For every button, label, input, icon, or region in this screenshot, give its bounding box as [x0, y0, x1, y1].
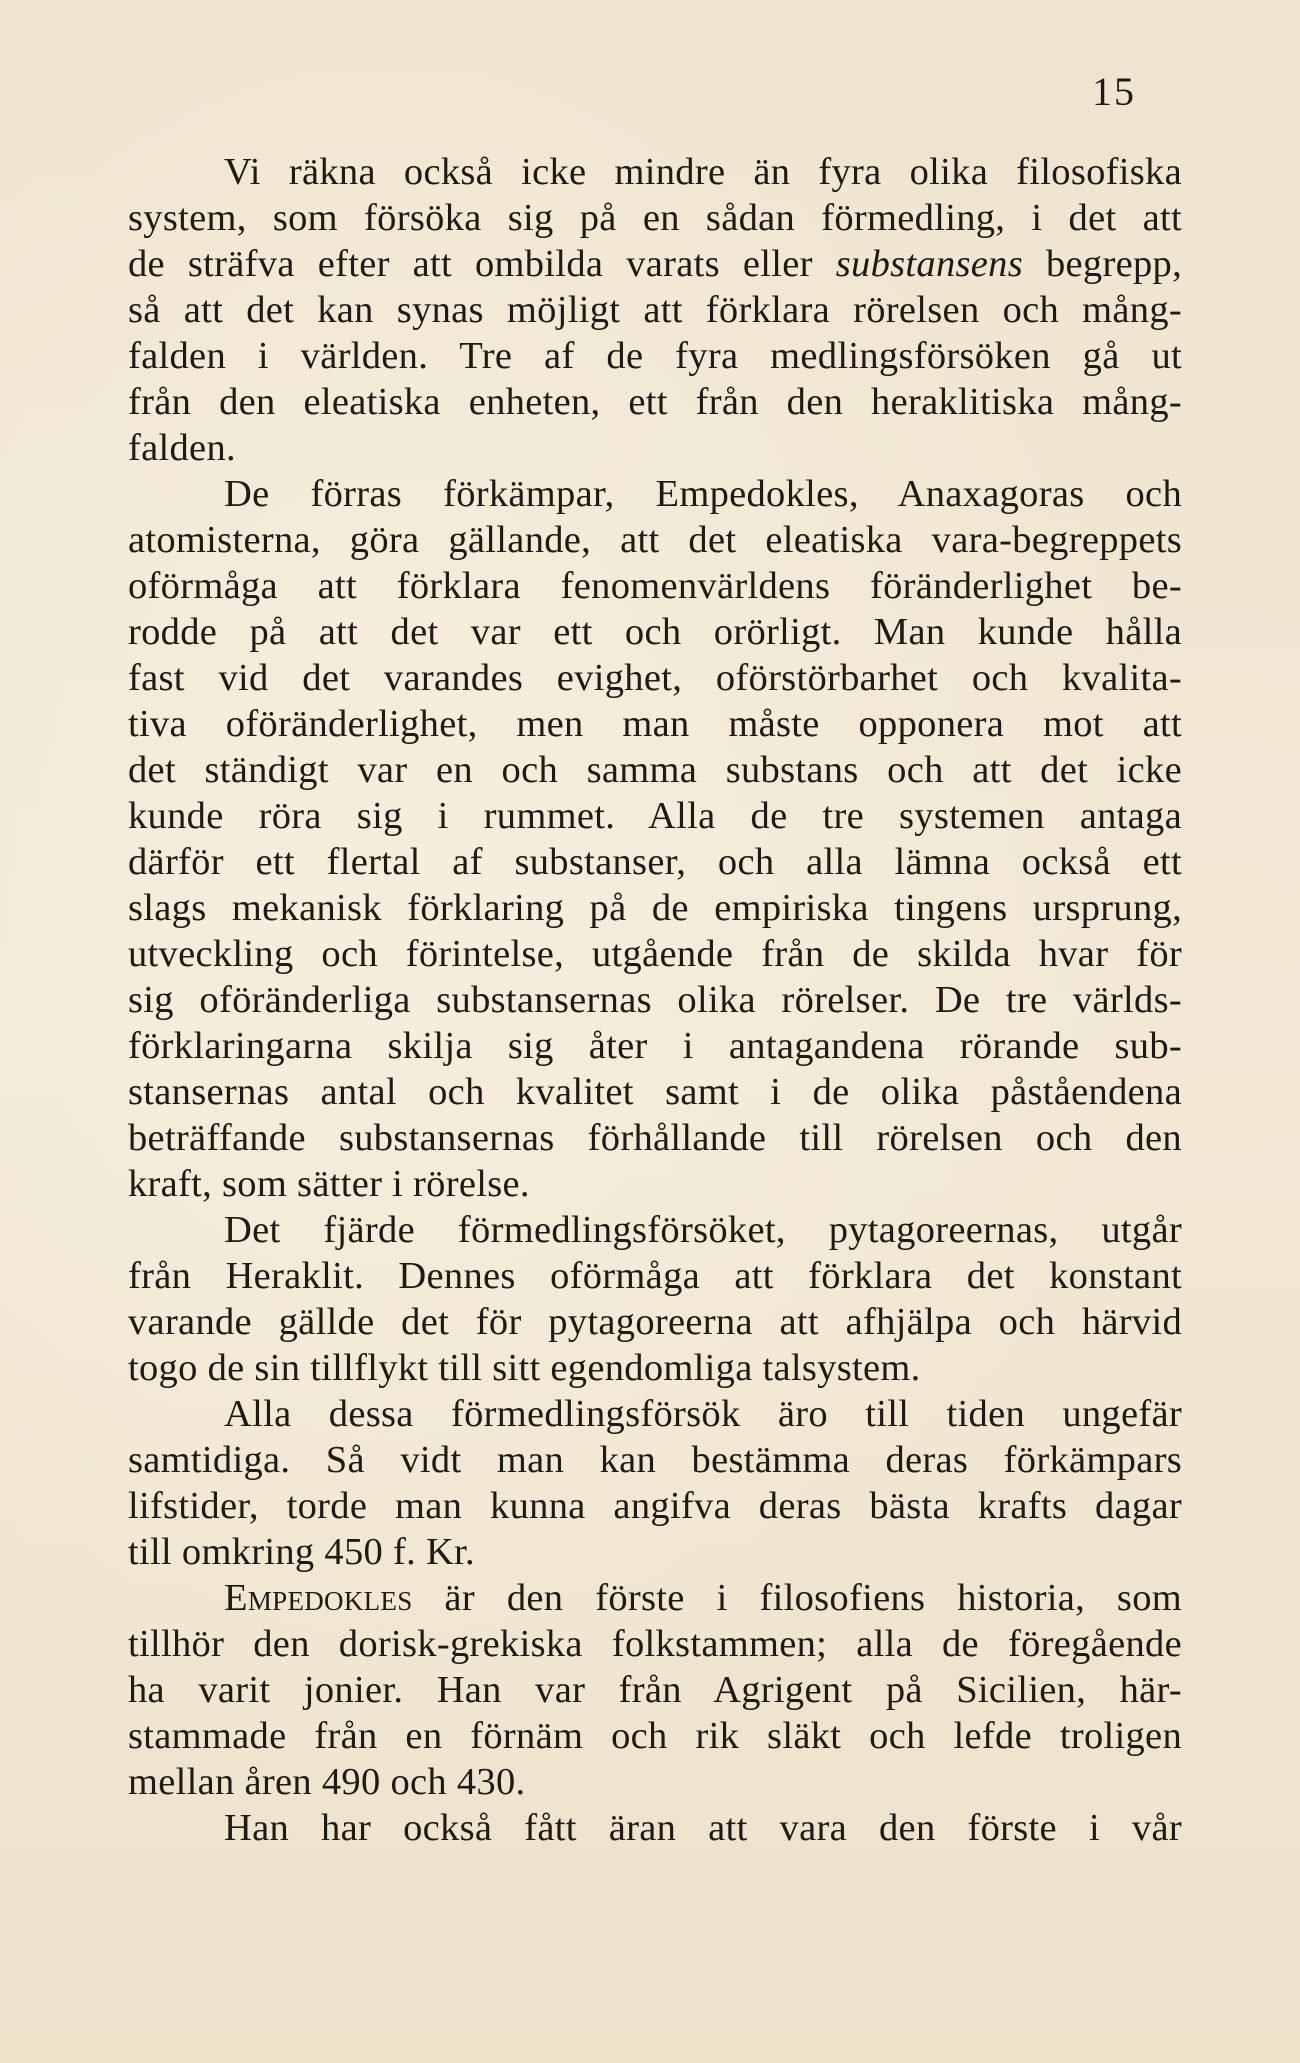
text-line: Alla dessa förmedlingsförsök äro till tiden ungefär — [224, 1393, 1182, 1435]
text-line: beträffande substansernas förhållande till rörelsen och den — [128, 1117, 1182, 1159]
text-line: rodde på att det var ett och orörligt. Man kunde hålla — [128, 611, 1182, 653]
text-line: från Heraklit. Dennes oförmåga att förklara det konstant — [128, 1255, 1182, 1297]
text-line — [128, 1575, 1182, 1621]
text-run: de sträfva efter att ombilda varats eller — [128, 243, 836, 285]
name-smallcaps: Empedokles — [224, 1577, 413, 1619]
text-line: De förras förkämpar, Empedokles, Anaxagoras och — [224, 473, 1182, 515]
text-line: fast vid det varandes evighet, oförstörbarhet och kvalita- — [128, 657, 1182, 699]
text-line: kunde röra sig i rummet. Alla de tre systemen antaga — [128, 795, 1182, 837]
text-line: tiva oföränderlighet, men man måste opponera mot att — [128, 703, 1182, 745]
text-line: ha varit jonier. Han var från Agrigent på Sicilien, här- — [128, 1669, 1182, 1711]
text-run: begrepp, — [1023, 243, 1182, 285]
text-line: mellan åren 490 och 430. — [128, 1761, 526, 1803]
text-line: därför ett flertal af substanser, och alla lämna också ett — [128, 841, 1182, 883]
text-line: togo de sin tillflykt till sitt egendomliga talsystem. — [128, 1347, 921, 1389]
text-line: samtidiga. Så vidt man kan bestämma deras förkämpars — [128, 1439, 1182, 1481]
text-line: falden i världen. Tre af de fyra medlingsförsöken gå ut — [128, 335, 1182, 377]
text-line: utveckling och förintelse, utgående från de skilda hvar för — [128, 933, 1182, 975]
text-line: så att det kan synas möjligt att förklara rörelsen och mång- — [128, 289, 1182, 331]
text-line: tillhör den dorisk-grekiska folkstammen; alla de föregående — [128, 1623, 1182, 1665]
text-line: sig oföränderliga substansernas olika rörelser. De tre världs- — [128, 979, 1182, 1021]
text-line: Vi räkna också icke mindre än fyra olika filosofiska — [224, 151, 1182, 193]
text-line: slags mekanisk förklaring på de empiriska tingens ursprung, — [128, 887, 1182, 929]
text-line: Han har också fått äran att vara den förste i vår — [224, 1807, 1182, 1849]
text-line: lifstider, torde man kunna angifva deras bästa krafts dagar — [128, 1485, 1182, 1527]
text-line: atomisterna, göra gällande, att det eleatiska vara-begreppets — [128, 519, 1182, 561]
italic-term: substansens — [835, 243, 1024, 285]
text-line: det ständigt var en och samma substans och att det icke — [128, 749, 1182, 791]
text-line: stammade från en förnäm och rik släkt och lefde troligen — [128, 1715, 1182, 1757]
text-line: falden. — [128, 427, 236, 469]
text-run: är den förste i filosofiens historia, som — [412, 1577, 1182, 1619]
text-line: stansernas antal och kvalitet samt i de olika påståendena — [128, 1071, 1182, 1113]
text-line: kraft, som sätter i rörelse. — [128, 1163, 530, 1205]
text-line: varande gällde det för pytagoreerna att afhjälpa och härvid — [128, 1301, 1182, 1343]
text-line: Det fjärde förmedlingsförsöket, pytagoreernas, utgår — [224, 1209, 1182, 1251]
text-line: system, som försöka sig på en sådan förmedling, i det att — [128, 197, 1182, 239]
text-line: oförmåga att förklara fenomenvärldens föränderlighet be- — [128, 565, 1182, 607]
page-number: 15 — [1092, 69, 1136, 114]
text-line: förklaringarna skilja sig åter i antagandena rörande sub- — [128, 1025, 1182, 1067]
text-line: till omkring 450 f. Kr. — [128, 1531, 475, 1573]
text-line — [128, 241, 1182, 287]
body-text — [128, 149, 1182, 1851]
text-line: från den eleatiska enheten, ett från den heraklitiska mång- — [128, 381, 1182, 423]
